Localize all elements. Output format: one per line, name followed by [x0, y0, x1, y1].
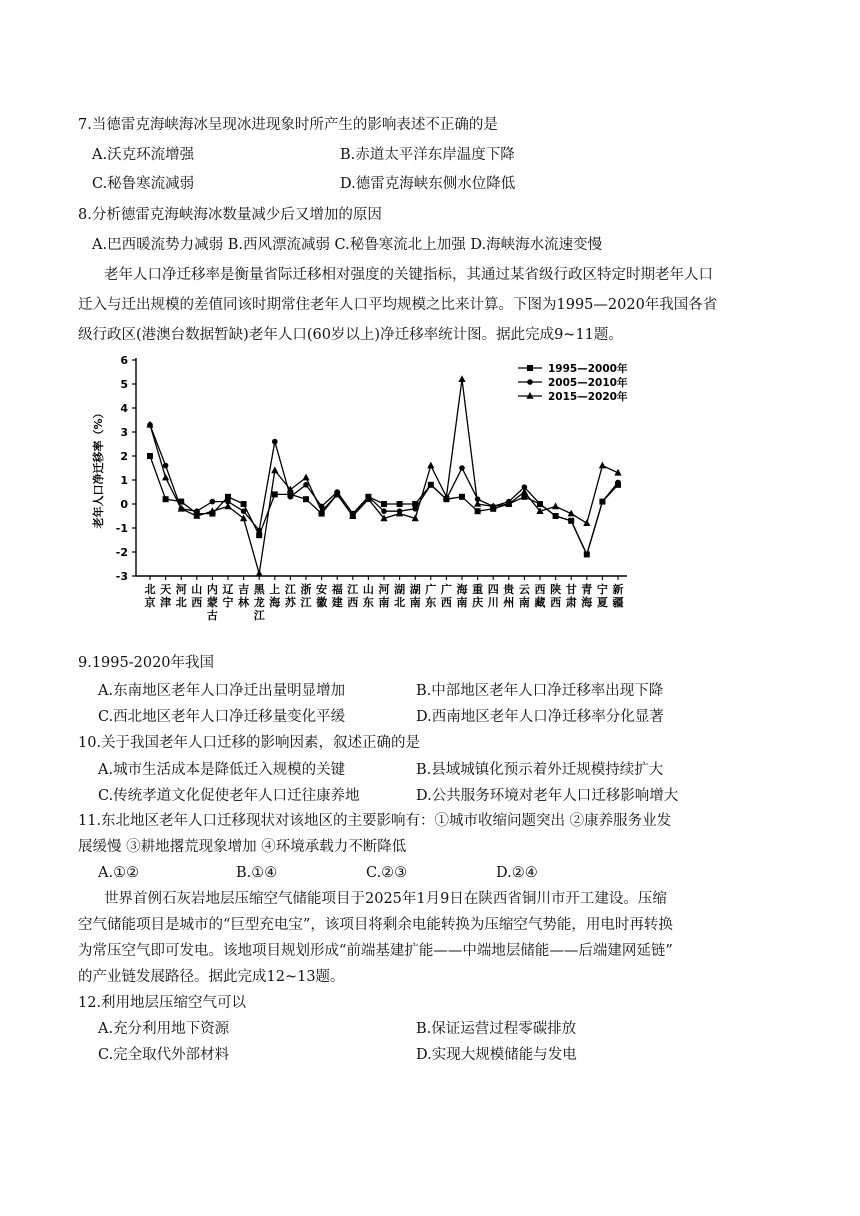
x-tick-label-2: 天津: [160, 583, 172, 609]
passage1-line-1: 老年人口净迁移率是衡量省际迁移相对强度的关键指标，其通过某省级行政区特定时期老年人口: [104, 267, 713, 283]
x-tick-label-30: 宁夏: [596, 583, 608, 609]
series-1-point: [241, 501, 247, 507]
q10-option-a: A.城市生活成本是降低迁入规模的关键: [98, 762, 346, 778]
q11-option-c: C.②③: [366, 865, 408, 881]
passage2-line-2: 空气储能项目是城市的“巨型充电宝”，该项目将剩余电能转换为压缩空气势能，用电时再转换: [78, 917, 673, 933]
series-2-point: [553, 513, 559, 519]
x-tick-label-19: 广东: [425, 583, 437, 609]
legend-label-2: 2005—2010年: [548, 377, 628, 389]
q10-option-c: C.传统孝道文化促使老年人口迁往康养地: [98, 788, 360, 804]
x-tick-label-15: 山东: [362, 583, 374, 609]
series-3-point: [302, 474, 309, 481]
series-2-point: [210, 499, 216, 505]
x-tick-label-1: 北京: [144, 583, 156, 609]
y-tick-label: -1: [115, 522, 128, 535]
series-1-point: [147, 453, 153, 459]
series-1-point: [475, 508, 481, 514]
legend-marker-1: [527, 365, 533, 371]
series-1-point: [459, 494, 465, 500]
x-tick-label-5: 内蒙古: [206, 583, 218, 622]
x-tick-label-25: 云南: [518, 583, 530, 609]
series-2-point: [568, 518, 574, 524]
x-tick-label-18: 湖南: [409, 583, 421, 609]
y-tick-label: 2: [120, 450, 128, 463]
q7-option-a: A.沃克环流增强: [92, 147, 195, 163]
q10-option-b: B.县域城镇化预示着外迁规模持续扩大: [416, 762, 664, 778]
x-tick-label-20: 广西: [440, 583, 452, 609]
series-2-point: [241, 508, 247, 514]
x-tick-label-13: 福建: [331, 583, 343, 609]
q11-stem-line-2: 展缓慢 ③耕地撂荒现象增加 ④环境承载力不断降低: [78, 839, 407, 855]
series-2-point: [615, 480, 621, 486]
q9-stem: 9.1995-2020年我国: [78, 655, 215, 671]
y-tick-label: 1: [120, 474, 128, 487]
q12-option-c: C.完全取代外部材料: [98, 1047, 230, 1063]
x-tick-label-7: 吉林: [238, 583, 250, 609]
series-3-point: [552, 502, 559, 509]
series-3-point: [271, 466, 278, 473]
x-tick-label-31: 新疆: [612, 583, 624, 609]
series-2-point: [584, 552, 590, 558]
x-tick-label-22: 重庆: [472, 583, 484, 609]
q9-option-b: B.中部地区老年人口净迁移率出现下降: [416, 683, 664, 699]
y-tick-label: 5: [120, 378, 128, 391]
q8-stem: 8.分析德雷克海峡海冰数量减少后又增加的原因: [78, 207, 382, 223]
x-tick-label-4: 山西: [191, 583, 203, 609]
q8-options: A.巴西暖流势力减弱 B.西风漂流减弱 C.秘鲁寒流北上加强 D.海峡海水流速变慢: [92, 237, 603, 253]
q10-option-d: D.公共服务环境对老年人口迁移影响增大: [416, 788, 679, 804]
q12-option-b: B.保证运营过程零碳排放: [416, 1021, 577, 1037]
q12-stem: 12.利用地层压缩空气可以: [78, 995, 247, 1011]
y-tick-label: -3: [115, 570, 128, 583]
x-tick-label-21: 海南: [456, 583, 468, 609]
y-tick-label: 3: [120, 426, 128, 439]
legend-label-3: 2015—2020年: [548, 391, 628, 403]
q11-stem-line-1: 11.东北地区老年人口迁移现状对该地区的主要影响有：①城市收缩问题突出 ②康养服务业发: [78, 813, 672, 829]
x-tick-label-14: 江西: [347, 583, 359, 609]
q9-option-a: A.东南地区老年人口净迁出量明显增加: [98, 683, 346, 699]
series-3-point: [240, 514, 247, 521]
legend-label-1: 1995—2000年: [548, 363, 628, 375]
series-2-point: [256, 528, 262, 534]
x-tick-label-12: 安徽: [316, 583, 328, 609]
x-tick-label-24: 贵州: [503, 583, 515, 609]
q7-option-d: D.德雷克海峡东侧水位降低: [340, 176, 516, 192]
series-2-point: [288, 494, 294, 500]
x-tick-label-23: 四川: [487, 583, 499, 609]
x-tick-label-11: 浙江: [300, 583, 312, 609]
series-3-point: [599, 462, 606, 469]
series-1-point: [381, 501, 387, 507]
q9-option-d: D.西南地区老年人口净迁移率分化显著: [416, 709, 664, 725]
q11-option-a: A.①②: [98, 865, 140, 881]
series-1-point: [303, 496, 309, 502]
passage1-line-3: 级行政区(港澳台数据暂缺)老年人口(60岁以上)净迁移率统计图。据此完成9~11题。: [78, 327, 623, 343]
x-tick-label-9: 上海: [269, 583, 281, 609]
series-2-point: [537, 501, 543, 507]
y-tick-label: 6: [120, 354, 128, 367]
q7-stem: 7.当德雷克海峡海冰呈现冰进现象时所产生的影响表述不正确的是: [78, 117, 498, 133]
x-tick-label-8: 黑龙江: [253, 583, 265, 622]
series-3-point: [162, 474, 169, 481]
series-line-2: [150, 425, 618, 555]
x-tick-label-27: 陕西: [550, 583, 562, 609]
y-tick-label: -2: [115, 546, 128, 559]
series-2-point: [459, 465, 465, 471]
x-tick-label-29: 青海: [581, 583, 593, 609]
series-2-point: [381, 508, 387, 514]
x-tick-label-26: 西藏: [534, 583, 546, 609]
passage1-line-2: 迁入与迁出规模的差值同该时期常住老年人口平均规模之比来计算。下图为1995—2020年我国各省: [78, 297, 718, 313]
q10-stem: 10.关于我国老年人口迁移的影响因素，叙述正确的是: [78, 735, 421, 751]
series-3-point: [458, 375, 465, 382]
x-tick-label-17: 湖北: [394, 583, 406, 609]
series-line-3: [150, 379, 618, 573]
y-tick-label: 4: [120, 402, 128, 415]
q12-option-a: A.充分利用地下资源: [98, 1021, 230, 1037]
series-2-point: [163, 463, 169, 469]
series-2-point: [428, 482, 434, 488]
q12-option-d: D.实现大规模储能与发电: [416, 1047, 577, 1063]
q9-option-c: C.西北地区老年人口净迁移量变化平缓: [98, 709, 346, 725]
series-3-point: [256, 570, 263, 577]
series-3-point: [583, 519, 590, 526]
q7-option-b: B.赤道太平洋东岸温度下降: [340, 147, 515, 163]
y-axis-label: 老年人口净迁移率（%）: [92, 407, 105, 529]
passage2-line-4: 的产业链发展路径。据此完成12~13题。: [78, 969, 345, 985]
passage2-line-1: 世界首例石灰岩地层压缩空气储能项目于2025年1月9日在陕西省铜川市开工建设。压缩: [104, 891, 667, 907]
migration-rate-chart: [80, 350, 640, 635]
q11-option-d: D.②④: [496, 865, 538, 881]
q11-option-b: B.①④: [236, 865, 278, 881]
series-3-point: [427, 462, 434, 469]
series-1-point: [272, 491, 278, 497]
series-1-point: [163, 496, 169, 502]
series-2-point: [272, 439, 278, 445]
x-tick-label-10: 江苏: [284, 583, 296, 609]
y-tick-label: 0: [120, 498, 128, 511]
legend-marker-2: [527, 379, 533, 385]
x-tick-label-28: 甘肃: [565, 583, 577, 609]
series-2-point: [600, 499, 606, 505]
passage2-line-3: 为常压空气即可发电。该地项目规划形成“前端基建扩能——中端地层储能——后端建网延链”: [78, 943, 673, 959]
x-tick-label-6: 辽宁: [222, 583, 234, 609]
q7-option-c: C.秘鲁寒流减弱: [92, 176, 195, 192]
x-tick-label-16: 河南: [378, 583, 390, 609]
x-tick-label-3: 河北: [175, 583, 187, 609]
series-1-point: [397, 501, 403, 507]
